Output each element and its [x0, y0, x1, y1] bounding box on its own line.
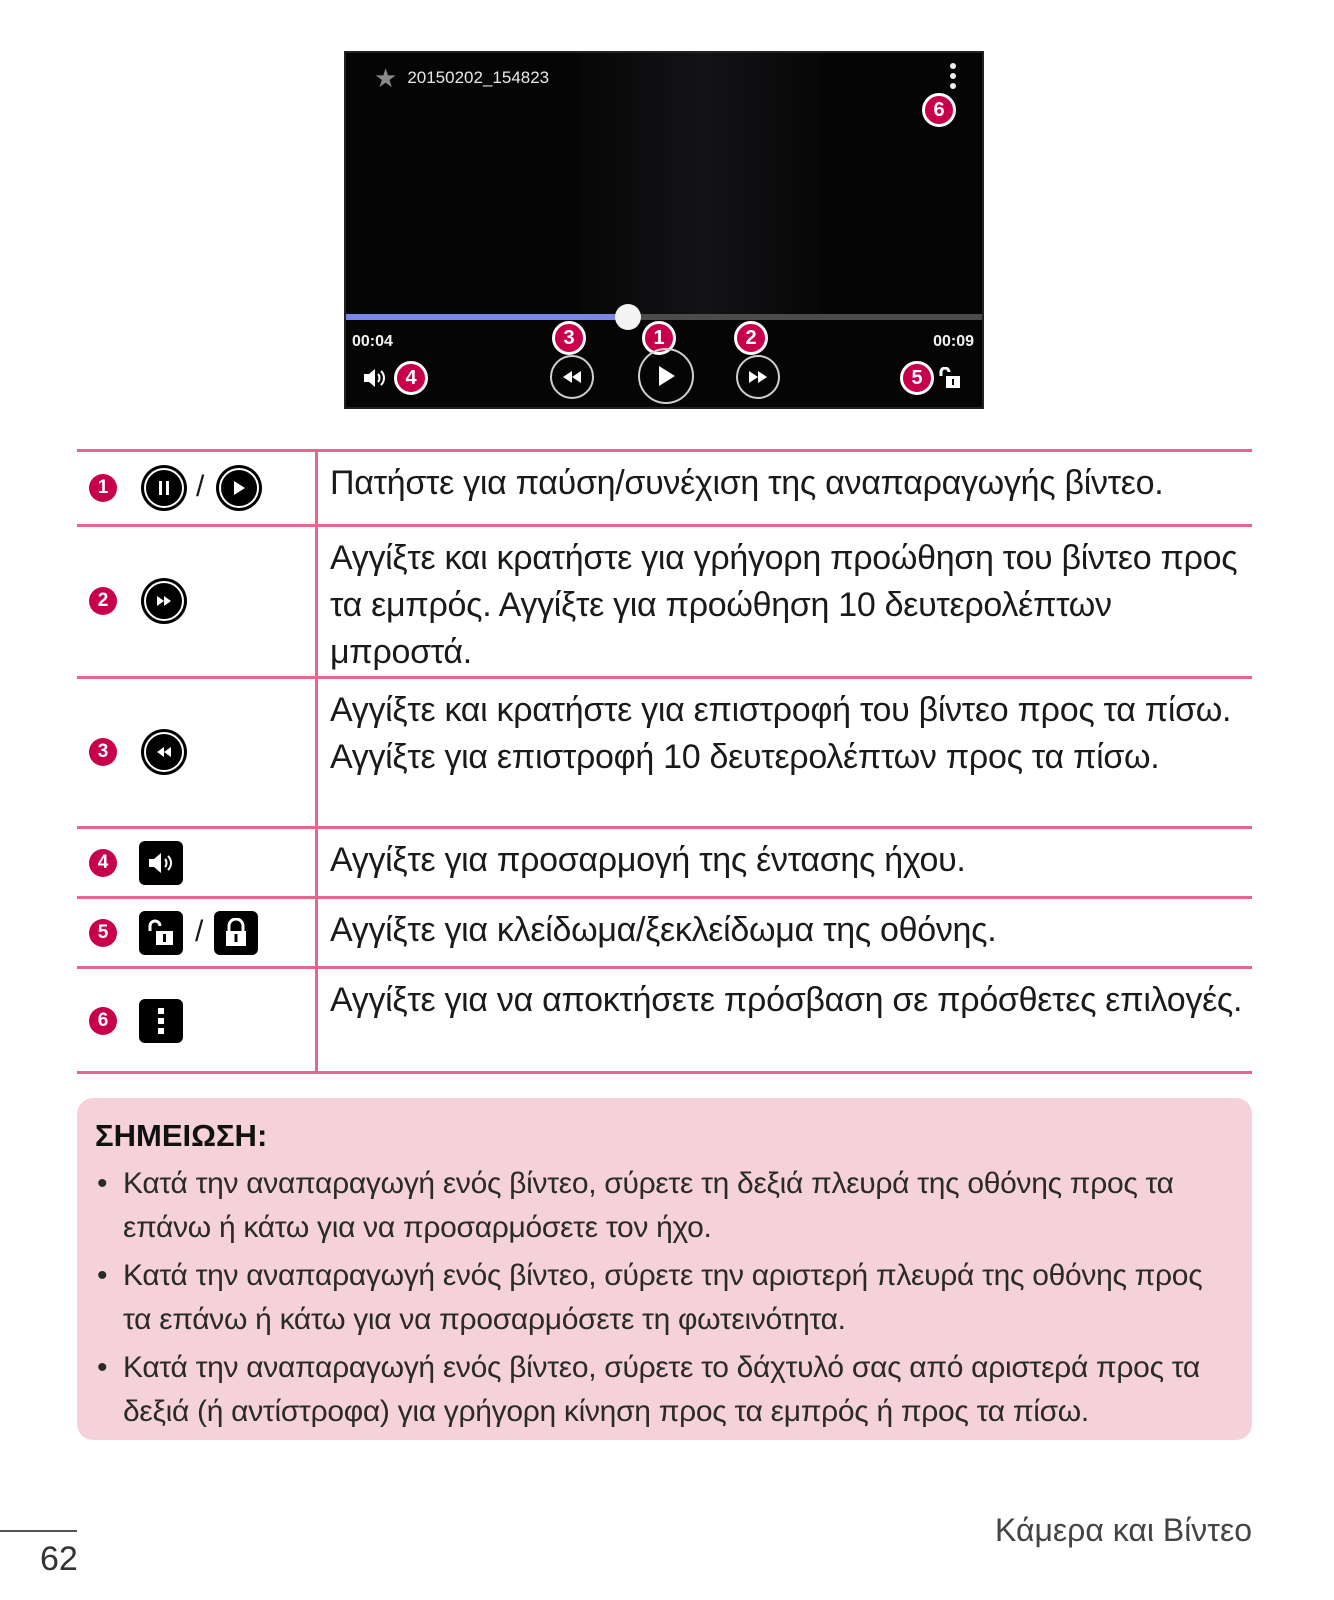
player-top-bar	[374, 65, 549, 91]
play-button[interactable]	[638, 348, 694, 404]
note-list	[95, 1162, 1235, 1438]
note-title: ΣΗΜΕΙΩΣΗ:	[95, 1118, 268, 1153]
icon-cell	[77, 527, 318, 676]
list-item	[95, 1162, 1235, 1250]
row-description: Αγγίξτε για να αποκτήσετε πρόσβαση σε πρόσθετες επιλογές.	[330, 981, 1243, 1019]
favorite-star-icon[interactable]: ★	[374, 63, 398, 93]
row-number: 6	[89, 1007, 117, 1035]
icon-separator: /	[195, 915, 204, 948]
row-description: Αγγίξτε για κλείδωμα/ξεκλείδωμα της οθόνης.	[330, 911, 997, 949]
table-row	[77, 452, 1252, 527]
table-row	[77, 679, 1252, 829]
icon-cell	[77, 679, 318, 826]
icon-cell	[77, 829, 318, 896]
play-icon	[216, 465, 262, 511]
rewind-icon	[141, 729, 187, 775]
video-player-screenshot	[344, 51, 984, 409]
progress-fill	[346, 314, 628, 320]
table-row	[77, 527, 1252, 679]
volume-icon[interactable]	[362, 367, 386, 389]
lock-icon	[214, 911, 258, 955]
icon-cell	[77, 969, 318, 1071]
video-frame	[582, 53, 822, 315]
callout-3: 3	[552, 321, 586, 355]
row-number: 3	[89, 738, 117, 766]
callout-5: 5	[900, 361, 934, 395]
pause-icon	[141, 465, 187, 511]
row-description: Αγγίξτε και κρατήστε για επιστροφή του βίντεο προς τα πίσω. Αγγίξτε για επιστροφή 10 δευτερολέπτων προς τα πίσω.	[330, 691, 1232, 776]
current-time: 00:04	[352, 333, 393, 350]
fast-forward-button[interactable]	[736, 355, 780, 399]
rewind-icon	[563, 371, 581, 383]
controls-table	[77, 449, 1252, 1074]
unlock-icon	[139, 911, 183, 955]
icon-separator: /	[196, 470, 205, 503]
row-number: 2	[89, 587, 117, 615]
note-text: Κατά την αναπαραγωγή ενός βίντεο, σύρετε το δάχτυλό σας από αριστερά προς τα δεξιά (ή αντίστροφα) για γρήγορη κίνηση προς τα εμπρός ή προς τα πίσω.	[123, 1351, 1200, 1428]
row-description: Πατήστε για παύση/συνέχιση της αναπαραγωγής βίντεο.	[330, 464, 1164, 502]
row-number: 1	[89, 474, 117, 502]
callout-1: 1	[642, 321, 676, 355]
page-number: 62	[40, 1540, 78, 1578]
icon-cell	[77, 899, 318, 966]
callout-6: 6	[922, 93, 956, 127]
icon-cell	[77, 452, 318, 524]
note-text: Κατά την αναπαραγωγή ενός βίντεο, σύρετε τη δεξιά πλευρά της οθόνης προς τα επάνω ή κάτω για να προσαρμόσετε τον ήχο.	[123, 1167, 1174, 1244]
table-row	[77, 899, 1252, 969]
total-time: 00:09	[933, 333, 974, 350]
note-text: Κατά την αναπαραγωγή ενός βίντεο, σύρετε την αριστερή πλευρά της οθόνης προς τα επάνω ή κάτω για να προσαρμόσετε τη φωτεινότητα.	[123, 1259, 1203, 1336]
row-number: 5	[89, 919, 117, 947]
callout-4: 4	[394, 361, 428, 395]
table-row	[77, 829, 1252, 899]
note-box	[77, 1098, 1252, 1440]
bullet: •	[97, 1351, 108, 1384]
footer-rule	[0, 1530, 77, 1532]
list-item	[95, 1346, 1235, 1434]
more-options-icon	[139, 999, 183, 1043]
callout-2: 2	[734, 321, 768, 355]
video-file-name: 20150202_154823	[407, 68, 550, 87]
progress-knob[interactable]	[615, 304, 641, 330]
play-icon	[657, 366, 675, 386]
fast-forward-icon	[141, 578, 187, 624]
rewind-button[interactable]	[550, 355, 594, 399]
table-row	[77, 969, 1252, 1074]
bullet: •	[97, 1259, 108, 1292]
volume-icon	[139, 841, 183, 885]
row-number: 4	[89, 849, 117, 877]
row-description: Αγγίξτε για προσαρμογή της έντασης ήχου.	[330, 841, 966, 879]
progress-track[interactable]	[346, 314, 982, 320]
bullet: •	[97, 1167, 108, 1200]
fast-forward-icon	[749, 371, 767, 383]
unlock-icon[interactable]	[938, 367, 962, 389]
list-item	[95, 1254, 1235, 1342]
more-options-icon[interactable]	[946, 61, 960, 91]
row-description: Αγγίξτε και κρατήστε για γρήγορη προώθηση του βίντεο προς τα εμπρός. Αγγίξτε για προώθηση 10 δευτερολέπτων μπροστά.	[330, 539, 1238, 671]
section-title: Κάμερα και Βίντεο	[994, 1512, 1252, 1548]
